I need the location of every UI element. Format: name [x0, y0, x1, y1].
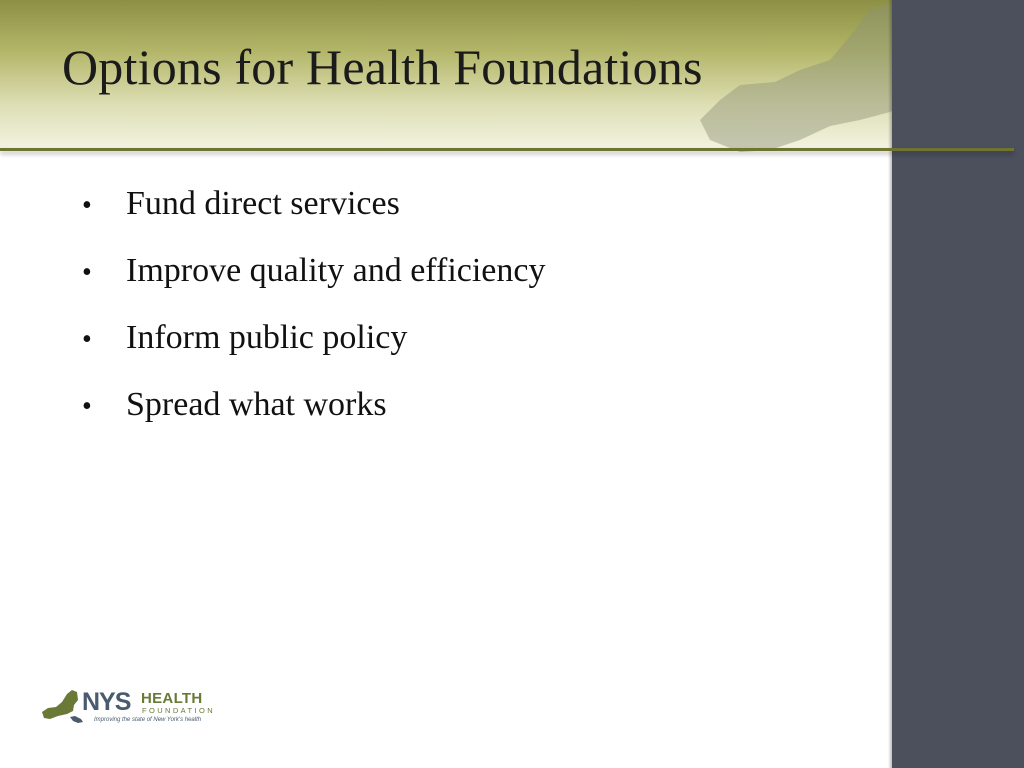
logo-wordmark-foundation: FOUNDATION [142, 706, 216, 715]
bullet-item [82, 252, 546, 319]
bullet-marker: • [82, 190, 92, 221]
logo-wordmark-health: HEALTH [141, 690, 203, 707]
new-york-state-map-icon [40, 688, 84, 726]
bullet-item [82, 185, 546, 252]
bullet-text: Improve quality and efficiency [126, 252, 546, 289]
logo-tagline: Improving the state of New York's health [94, 717, 202, 723]
title-underline [0, 148, 1014, 151]
bullet-marker: • [82, 391, 92, 422]
slide-title: Options for Health Foundations [62, 39, 703, 95]
logo-wordmark-nys: NYS [82, 688, 131, 716]
bullet-text: Inform public policy [126, 319, 408, 356]
side-panel [892, 0, 1024, 768]
bullet-item [82, 319, 546, 386]
nys-health-foundation-logo [40, 688, 240, 730]
bullet-list [82, 185, 546, 453]
bullet-text: Spread what works [126, 386, 387, 423]
bullet-item [82, 386, 546, 453]
bullet-marker: • [82, 324, 92, 355]
bullet-text: Fund direct services [126, 185, 400, 222]
bullet-marker: • [82, 257, 92, 288]
